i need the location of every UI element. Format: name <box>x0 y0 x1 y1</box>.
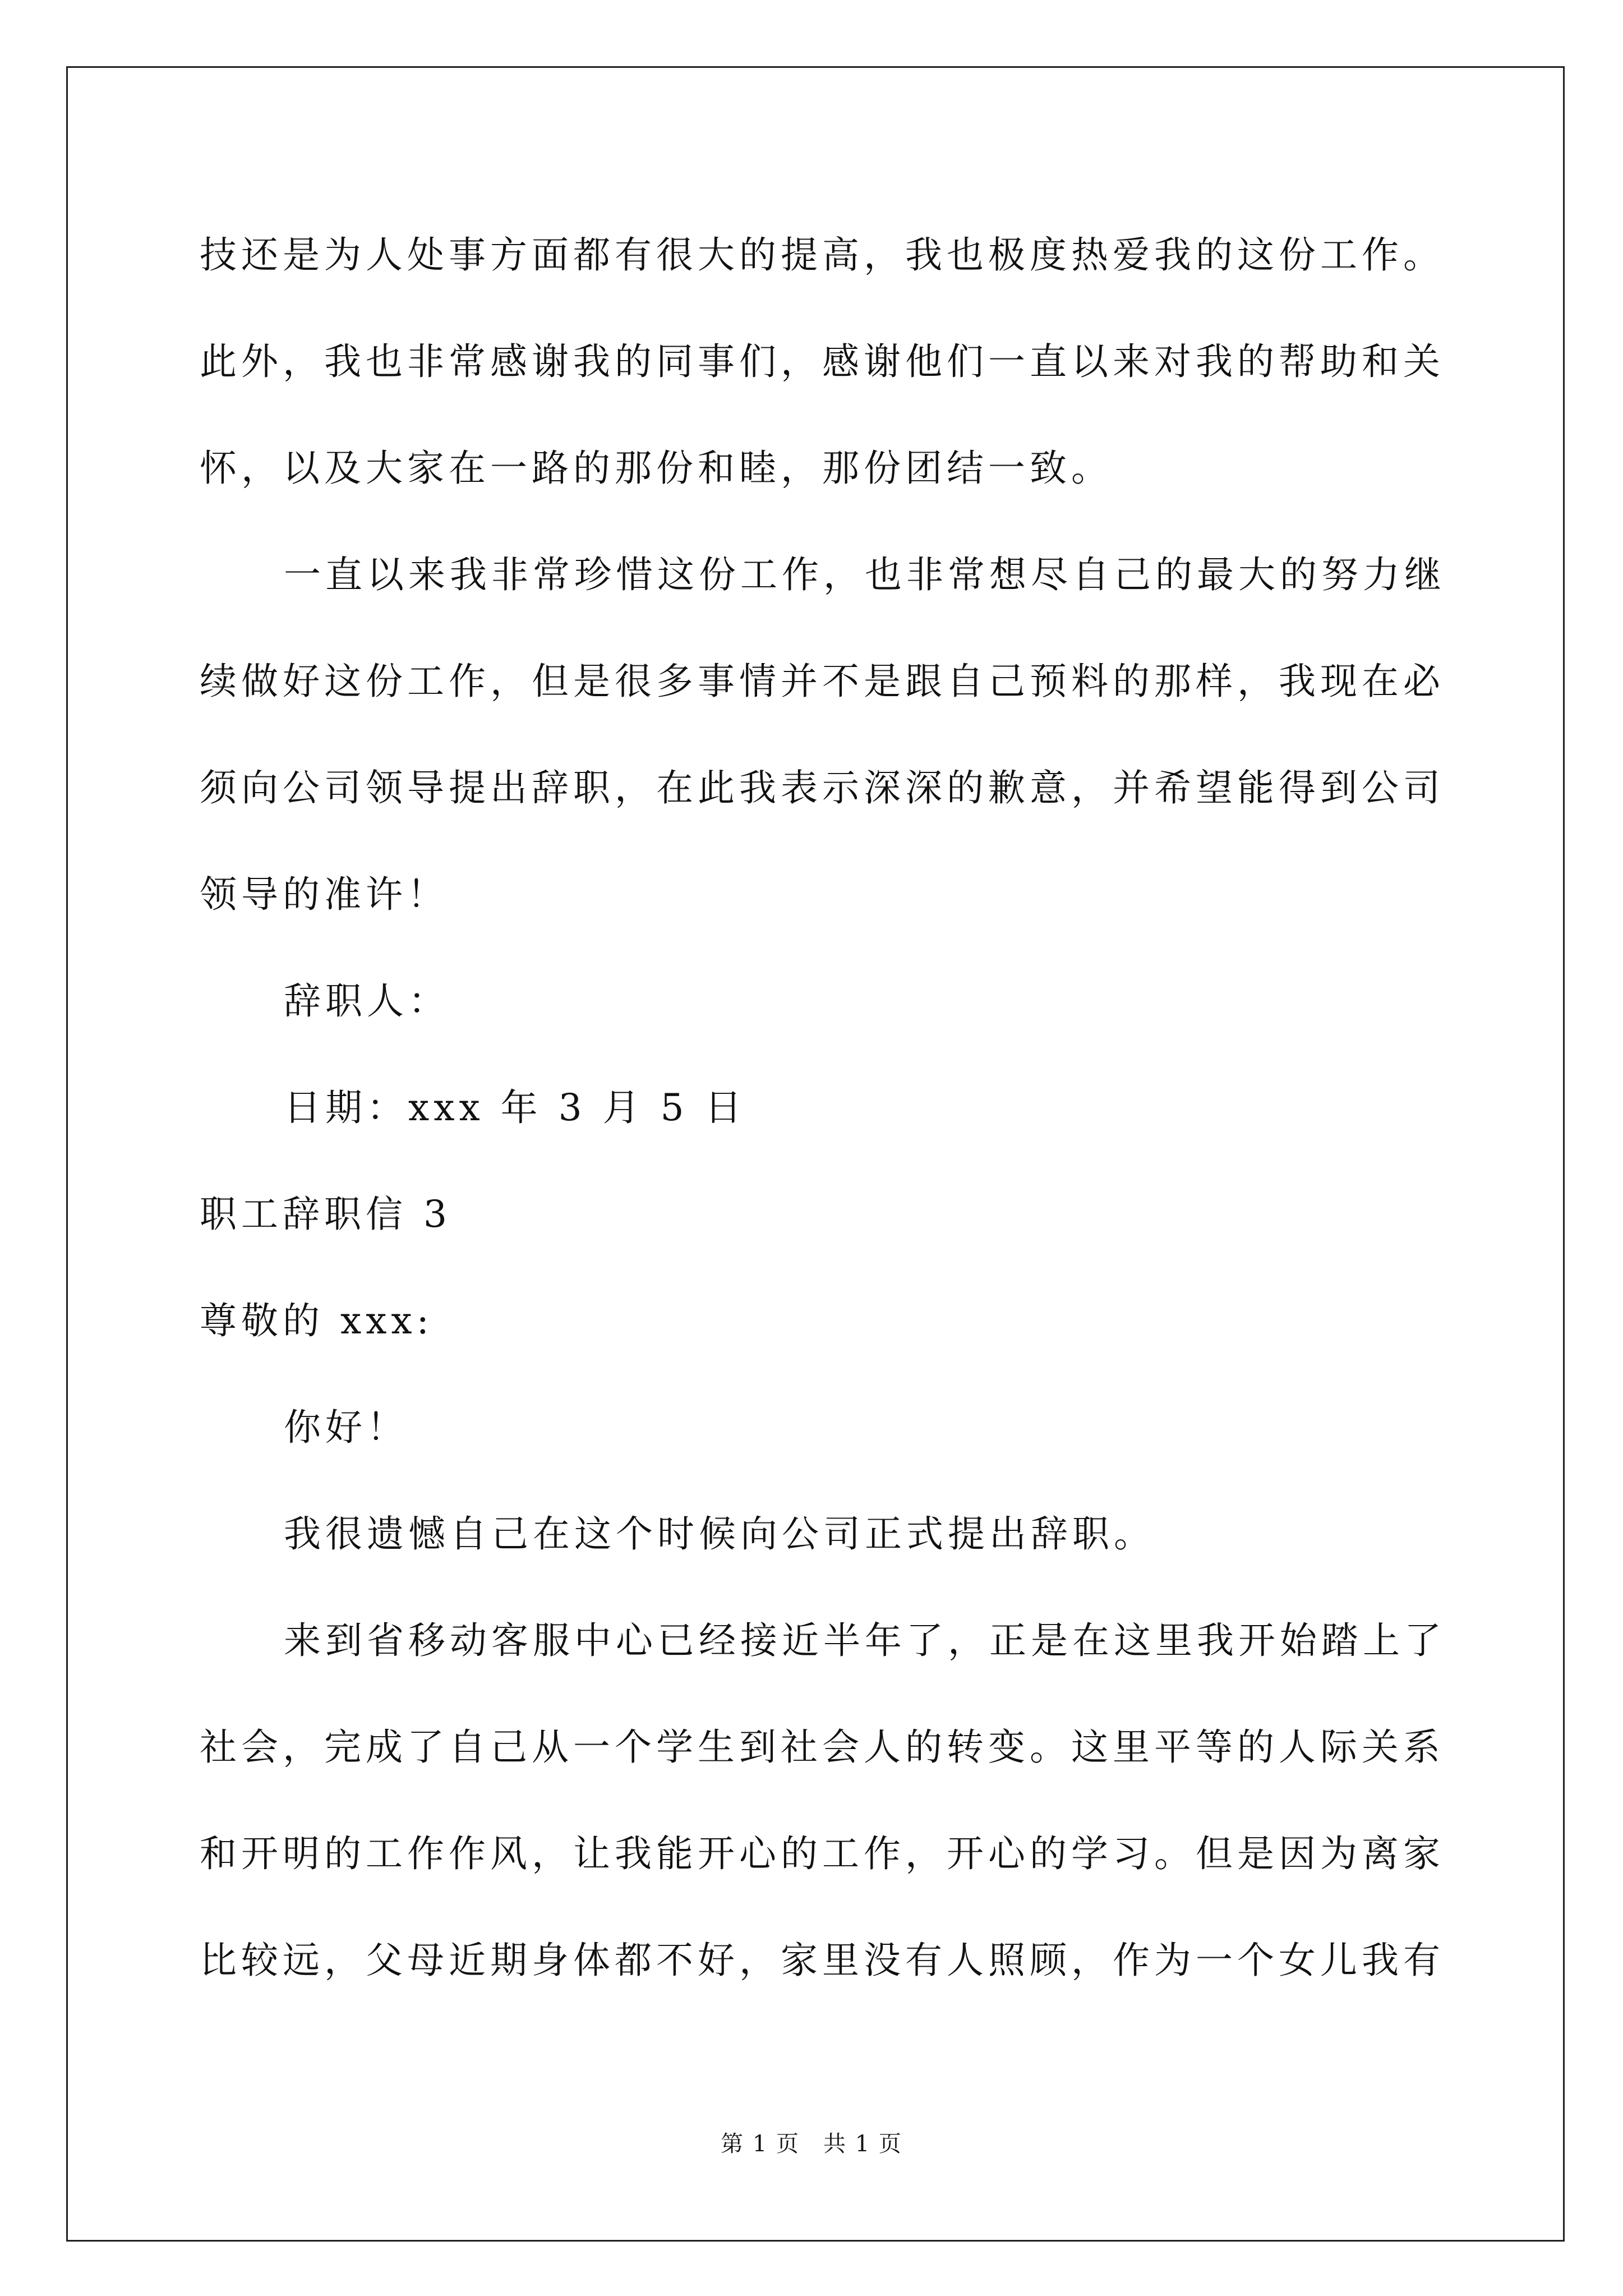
salutation: 尊敬的 xxx: <box>200 1299 434 1342</box>
paragraph-line: 社会，完成了自己从一个学生到社会人的转变。这里平等的人际关系 <box>200 1726 1445 1769</box>
signature-label: 辞职人： <box>284 979 450 1023</box>
greeting: 你好！ <box>284 1406 408 1449</box>
paragraph-line: 续做好这份工作，但是很多事情并不是跟自己预料的那样，我现在必 <box>200 660 1445 703</box>
paragraph-line: 和开明的工作作风，让我能开心的工作，开心的学习。但是因为离家 <box>200 1832 1445 1875</box>
page-footer: 第 1 页 共 1 页 <box>721 2131 902 2157</box>
paragraph-line: 怀，以及大家在一路的那份和睦，那份团结一致。 <box>200 447 1113 490</box>
paragraph-line: 一直以来我非常珍惜这份工作，也非常想尽自己的最大的努力继 <box>284 553 1446 596</box>
document-body <box>200 202 1446 2014</box>
paragraph-line: 此外，我也非常感谢我的同事们，感谢他们一直以来对我的帮助和关 <box>200 340 1445 383</box>
paragraph-line: 来到省移动客服中心已经接近半年了，正是在这里我开始踏上了 <box>284 1619 1446 1662</box>
paragraph-line: 须向公司领导提出辞职，在此我表示深深的歉意，并希望能得到公司 <box>200 766 1445 809</box>
section-title: 职工辞职信 3 <box>200 1193 451 1236</box>
paragraph-line: 比较远，父母近期身体都不好，家里没有人照顾，作为一个女儿我有 <box>200 1939 1445 1982</box>
paragraph-line: 技还是为人处事方面都有很大的提高，我也极度热爱我的这份工作。 <box>200 233 1445 277</box>
paragraph-line: 领导的准许！ <box>200 873 449 916</box>
paragraph-line: 我很遗憾自己在这个时候向公司正式提出辞职。 <box>284 1512 1155 1556</box>
date-line: 日期：xxx 年 3 月 5 日 <box>284 1086 746 1129</box>
